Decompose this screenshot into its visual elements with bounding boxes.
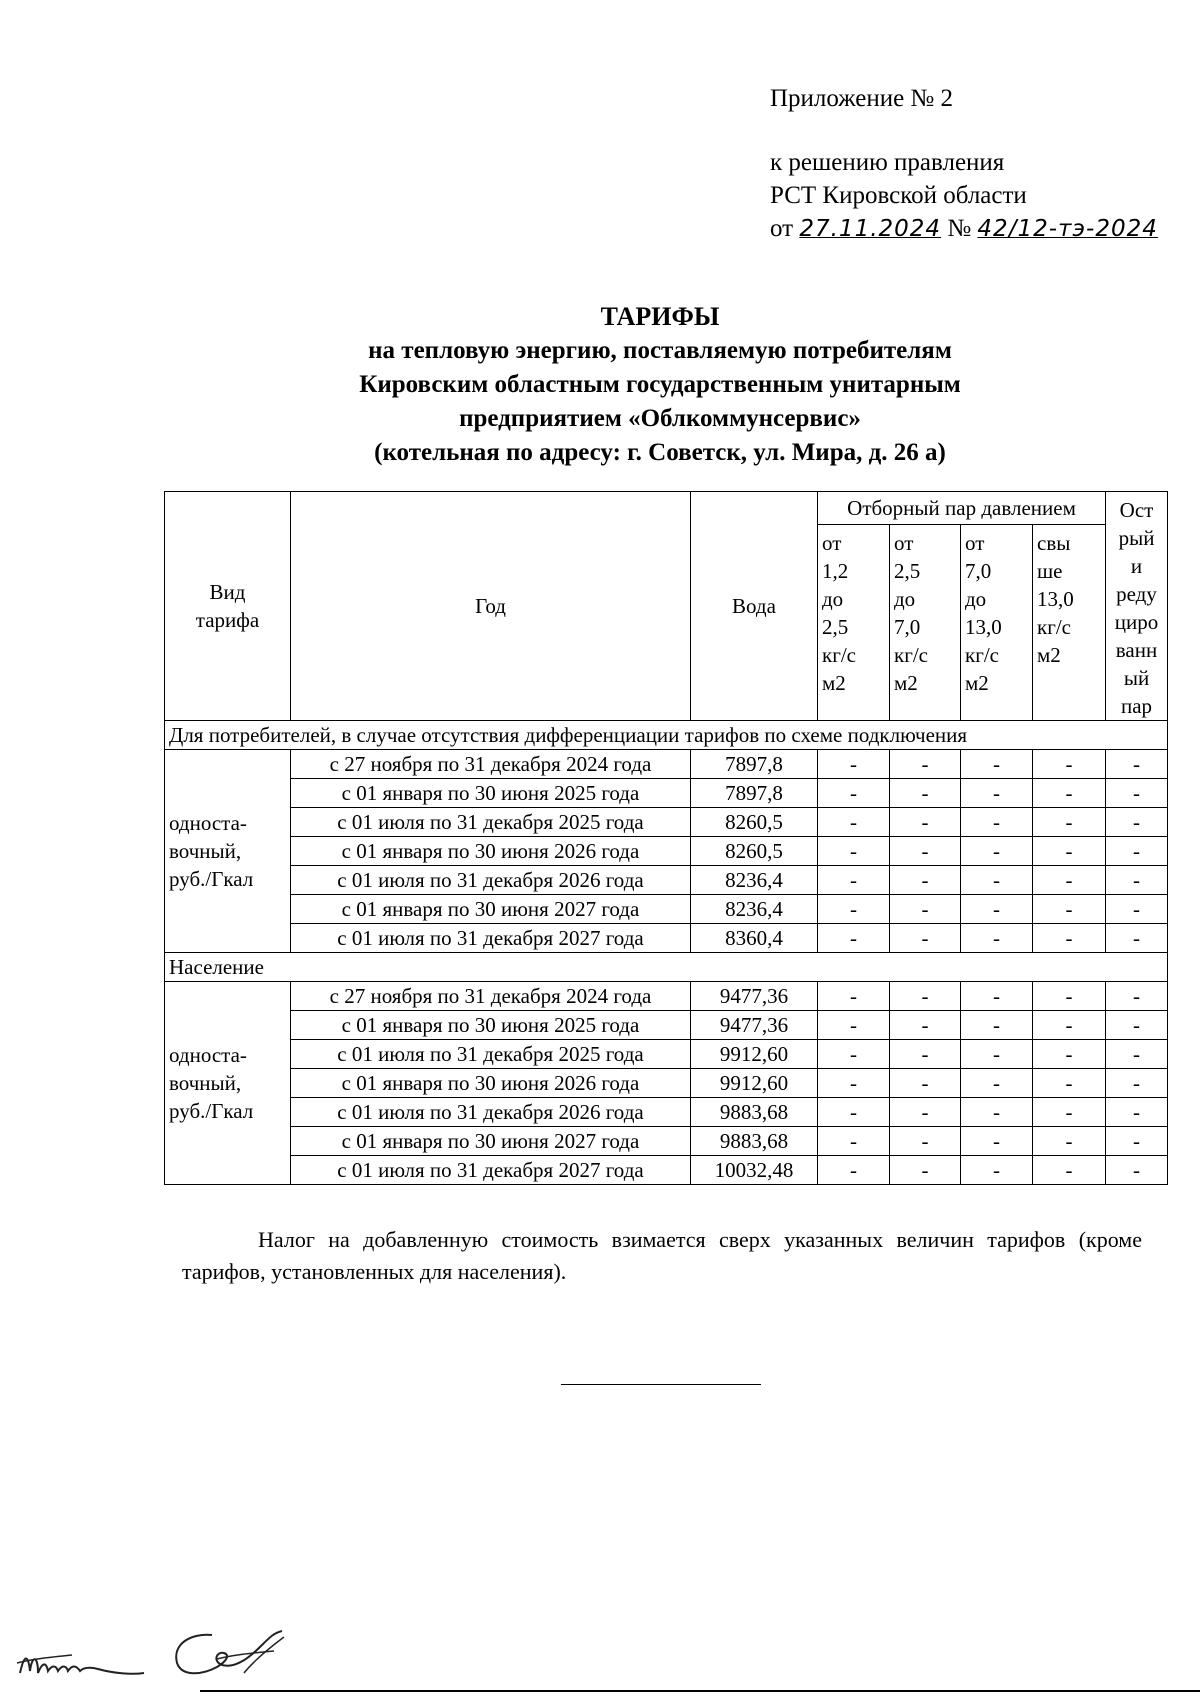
table-row	[165, 750, 1168, 779]
section-title: Население	[165, 953, 1168, 982]
period-cell: с 01 июля по 31 декабря 2026 года	[291, 1098, 691, 1127]
sharp-steam-cell: -	[1106, 895, 1168, 924]
vat-note: Налог на добавленную стоимость взимается сверх указанных величин тарифов (кроме тарифов, установленных для населения).	[182, 1227, 1142, 1284]
sharp-steam-cell: -	[1106, 779, 1168, 808]
pressure-1-cell: -	[818, 982, 890, 1011]
header-pressure-2: от 2,5 до 7,0 кг/с м2	[890, 524, 961, 720]
pressure-4-cell: -	[1033, 808, 1106, 837]
pressure-3-cell: -	[961, 1040, 1033, 1069]
sharp-steam-cell: -	[1106, 924, 1168, 953]
table-row	[165, 866, 1168, 895]
decision-line-2: РСТ Кировской области	[770, 182, 1027, 209]
header-pressure-3: от 7,0 до 13,0 кг/с м2	[961, 524, 1033, 720]
pressure-2-cell: -	[890, 1127, 961, 1156]
water-tariff-cell: 8260,5	[691, 808, 818, 837]
period-cell: с 01 января по 30 июня 2025 года	[291, 1011, 691, 1040]
decision-date: 27.11.2024	[799, 216, 942, 242]
pressure-2-cell: -	[890, 895, 961, 924]
pressure-1-cell: -	[818, 750, 890, 779]
decision-reference	[770, 146, 1158, 246]
water-tariff-cell: 10032,48	[691, 1156, 818, 1185]
table-row	[165, 779, 1168, 808]
pressure-4-cell: -	[1033, 1127, 1106, 1156]
pressure-4-cell: -	[1033, 924, 1106, 953]
pressure-4-cell: -	[1033, 1040, 1106, 1069]
period-cell: с 01 июля по 31 декабря 2027 года	[291, 924, 691, 953]
table-row	[165, 1040, 1168, 1069]
sharp-steam-cell: -	[1106, 1098, 1168, 1127]
pressure-4-cell: -	[1033, 837, 1106, 866]
water-tariff-cell: 9477,36	[691, 982, 818, 1011]
table-row	[165, 808, 1168, 837]
pressure-2-cell: -	[890, 982, 961, 1011]
pressure-2-cell: -	[890, 750, 961, 779]
decision-number: 42/12-тэ-2024	[977, 216, 1158, 242]
table-row	[165, 1127, 1168, 1156]
pressure-1-cell: -	[818, 1156, 890, 1185]
pressure-2-cell: -	[890, 837, 961, 866]
pressure-2-cell: -	[890, 779, 961, 808]
section-row	[165, 721, 1168, 750]
header-pressure-4: свы ше 13,0 кг/с м2	[1033, 524, 1106, 720]
pressure-1-cell: -	[818, 1069, 890, 1098]
title-line-3: предприятием «Облкоммунсервис»	[459, 405, 861, 432]
title-line-4: (котельная по адресу: г. Советск, ул. Мира, д. 26 а)	[374, 439, 946, 466]
pressure-3-cell: -	[961, 1156, 1033, 1185]
pressure-4-cell: -	[1033, 895, 1106, 924]
header-steam-pressure: Отборный пар давлением	[818, 492, 1106, 525]
period-cell: с 27 ноября по 31 декабря 2024 года	[291, 982, 691, 1011]
header-pressure-1: от 1,2 до 2,5 кг/с м2	[818, 524, 890, 720]
pressure-3-cell: -	[961, 779, 1033, 808]
pressure-1-cell: -	[818, 1040, 890, 1069]
tariff-type-cell: односта- вочный, руб./Гкал	[165, 982, 291, 1185]
header-sharp-steam: Ост рый и реду циро ванн ый пар	[1106, 492, 1168, 721]
table-row	[165, 1098, 1168, 1127]
pressure-2-cell: -	[890, 1069, 961, 1098]
pressure-4-cell: -	[1033, 1098, 1106, 1127]
period-cell: с 01 июля по 31 декабря 2027 года	[291, 1156, 691, 1185]
pressure-2-cell: -	[890, 1156, 961, 1185]
water-tariff-cell: 9883,68	[691, 1098, 818, 1127]
pressure-3-cell: -	[961, 1098, 1033, 1127]
date-prefix: от	[770, 215, 794, 242]
period-cell: с 01 января по 30 июня 2027 года	[291, 1127, 691, 1156]
pressure-3-cell: -	[961, 924, 1033, 953]
separator-line	[561, 1384, 761, 1385]
water-tariff-cell: 7897,8	[691, 750, 818, 779]
header-year: Год	[291, 492, 691, 721]
pressure-4-cell: -	[1033, 1011, 1106, 1040]
signature-icon	[12, 1615, 302, 1695]
title-line-2: Кировским областным государственным унитарным	[359, 371, 961, 398]
table-row	[165, 982, 1168, 1011]
title-main: ТАРИФЫ	[600, 302, 720, 331]
sharp-steam-cell: -	[1106, 837, 1168, 866]
period-cell: с 01 января по 30 июня 2025 года	[291, 779, 691, 808]
water-tariff-cell: 8260,5	[691, 837, 818, 866]
pressure-2-cell: -	[890, 808, 961, 837]
pressure-1-cell: -	[818, 1127, 890, 1156]
pressure-3-cell: -	[961, 1069, 1033, 1098]
pressure-1-cell: -	[818, 1098, 890, 1127]
pressure-3-cell: -	[961, 866, 1033, 895]
pressure-1-cell: -	[818, 924, 890, 953]
number-prefix: №	[947, 215, 972, 242]
water-tariff-cell: 8236,4	[691, 895, 818, 924]
sharp-steam-cell: -	[1106, 750, 1168, 779]
sharp-steam-cell: -	[1106, 1040, 1168, 1069]
pressure-3-cell: -	[961, 837, 1033, 866]
period-cell: с 01 января по 30 июня 2026 года	[291, 837, 691, 866]
document-title	[130, 300, 1190, 470]
pressure-3-cell: -	[961, 750, 1033, 779]
tariff-table	[164, 491, 1168, 1185]
pressure-1-cell: -	[818, 1011, 890, 1040]
header-water: Вода	[691, 492, 818, 721]
appendix-label: Приложение № 2	[770, 85, 954, 112]
pressure-3-cell: -	[961, 808, 1033, 837]
table-row	[165, 1069, 1168, 1098]
tariff-table-body	[165, 721, 1168, 1185]
period-cell: с 01 января по 30 июня 2026 года	[291, 1069, 691, 1098]
sharp-steam-cell: -	[1106, 866, 1168, 895]
pressure-2-cell: -	[890, 1098, 961, 1127]
pressure-2-cell: -	[890, 924, 961, 953]
water-tariff-cell: 9883,68	[691, 1127, 818, 1156]
pressure-1-cell: -	[818, 779, 890, 808]
pressure-2-cell: -	[890, 1011, 961, 1040]
pressure-1-cell: -	[818, 808, 890, 837]
water-tariff-cell: 9912,60	[691, 1069, 818, 1098]
pressure-2-cell: -	[890, 866, 961, 895]
pressure-4-cell: -	[1033, 982, 1106, 1011]
pressure-3-cell: -	[961, 1011, 1033, 1040]
period-cell: с 01 июля по 31 декабря 2025 года	[291, 1040, 691, 1069]
pressure-4-cell: -	[1033, 1069, 1106, 1098]
table-row	[165, 1011, 1168, 1040]
table-row	[165, 895, 1168, 924]
period-cell: с 01 января по 30 июня 2027 года	[291, 895, 691, 924]
water-tariff-cell: 8236,4	[691, 866, 818, 895]
pressure-3-cell: -	[961, 895, 1033, 924]
pressure-3-cell: -	[961, 1127, 1033, 1156]
water-tariff-cell: 9477,36	[691, 1011, 818, 1040]
decision-date-number	[770, 212, 1158, 246]
section-title: Для потребителей, в случае отсутствия дифференциации тарифов по схеме подключения	[165, 721, 1168, 750]
sharp-steam-cell: -	[1106, 982, 1168, 1011]
pressure-1-cell: -	[818, 837, 890, 866]
header-tariff-type: Вид тарифа	[165, 492, 291, 721]
pressure-4-cell: -	[1033, 866, 1106, 895]
period-cell: с 01 июля по 31 декабря 2026 года	[291, 866, 691, 895]
pressure-1-cell: -	[818, 866, 890, 895]
section-row	[165, 953, 1168, 982]
decision-line-1: к решению правления	[770, 149, 1005, 176]
table-row	[165, 1156, 1168, 1185]
table-row	[165, 837, 1168, 866]
sharp-steam-cell: -	[1106, 808, 1168, 837]
water-tariff-cell: 7897,8	[691, 779, 818, 808]
title-line-1: на тепловую энергию, поставляемую потребителям	[368, 337, 952, 364]
pressure-4-cell: -	[1033, 750, 1106, 779]
sharp-steam-cell: -	[1106, 1127, 1168, 1156]
pressure-3-cell: -	[961, 982, 1033, 1011]
pressure-4-cell: -	[1033, 779, 1106, 808]
period-cell: с 01 июля по 31 декабря 2025 года	[291, 808, 691, 837]
sharp-steam-cell: -	[1106, 1069, 1168, 1098]
period-cell: с 27 ноября по 31 декабря 2024 года	[291, 750, 691, 779]
pressure-2-cell: -	[890, 1040, 961, 1069]
table-row	[165, 924, 1168, 953]
sharp-steam-cell: -	[1106, 1156, 1168, 1185]
tariff-type-cell: односта- вочный, руб./Гкал	[165, 750, 291, 953]
sharp-steam-cell: -	[1106, 1011, 1168, 1040]
pressure-1-cell: -	[818, 895, 890, 924]
pressure-4-cell: -	[1033, 1156, 1106, 1185]
water-tariff-cell: 9912,60	[691, 1040, 818, 1069]
water-tariff-cell: 8360,4	[691, 924, 818, 953]
bottom-border-line	[200, 1690, 1200, 1692]
